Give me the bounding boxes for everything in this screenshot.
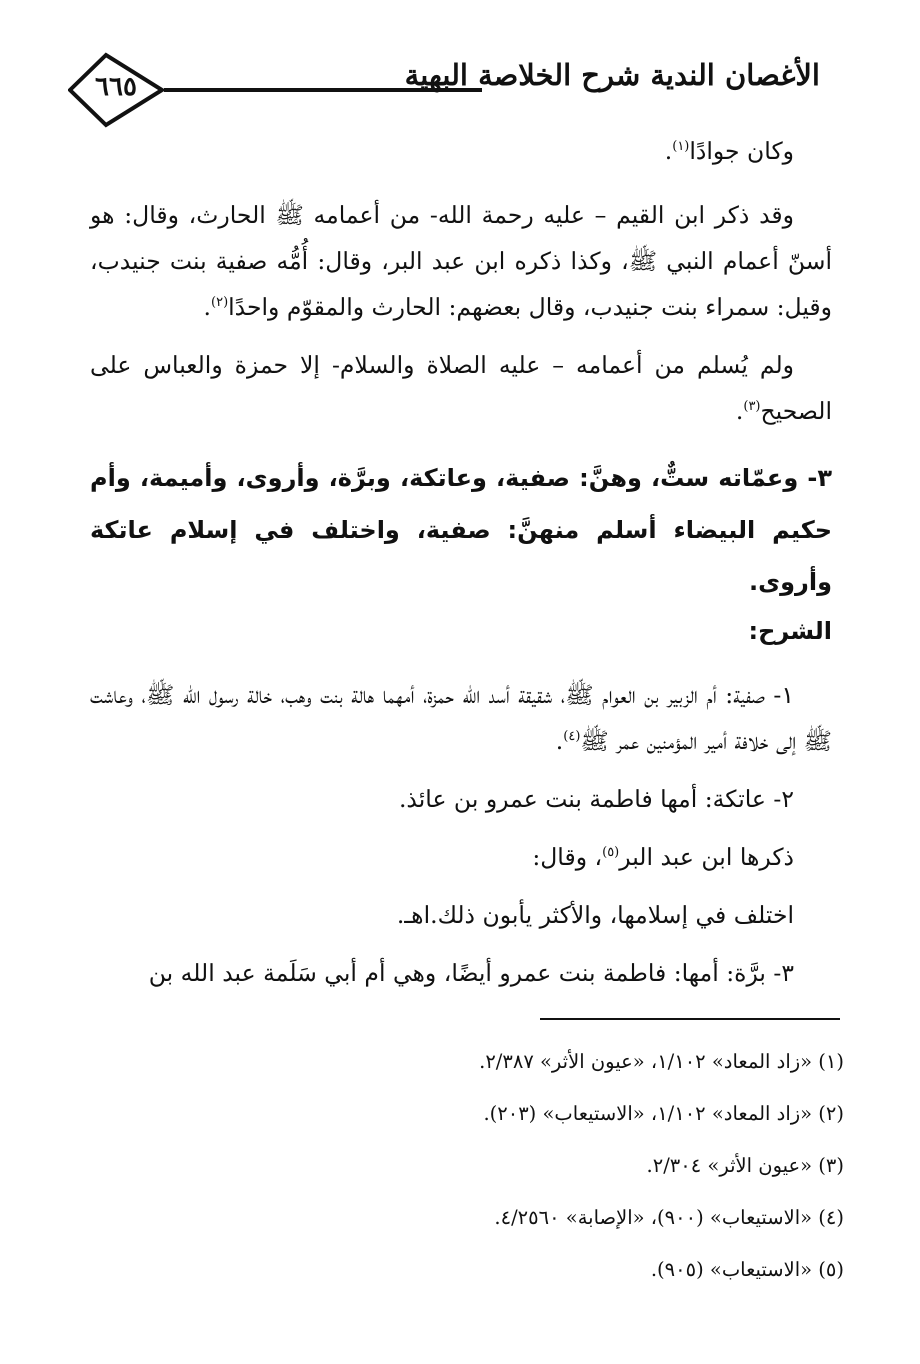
paragraph: وقد ذكر ابن القيم – عليه رحمة الله- من أعمامه ﷺ الحارث، وقال: هو أسنّ أعمام النبي ﷺ، وكذا ذكره ابن عبد البر، وقال: أُمُّه صفية بنت جنيدب، وقيل: سمراء بنت جنيدب، وقال بعضهم: الحارث والمقوّم واحدًا$^{(٢)}$. bbox=[90, 201, 832, 321]
main-text bbox=[90, 128, 832, 996]
sharh-heading: الشرح: bbox=[748, 617, 832, 645]
footnote-ref: (٥) bbox=[602, 845, 620, 861]
matn-text: ٣- وعمّاته ستٌّ، وهنَّ: صفية، وعاتكة، وبرَّة، وأروى، وأميمة، وأم حكيم البيضاء أسلم منهنَّ: صفية، واختلف في إسلام عاتكة وأروى. bbox=[90, 464, 832, 596]
footnote-ref: (٣) bbox=[743, 399, 761, 415]
page-header bbox=[68, 52, 820, 132]
list-item: ٢- عاتكة: أمها فاطمة بنت عمرو بن عائذ. bbox=[398, 785, 794, 813]
paragraph: ذكرها ابن عبد البر$^{(٥)}$، وقال: bbox=[532, 843, 794, 871]
footnote-ref: (٤) bbox=[563, 729, 581, 745]
list-item: ١- صفية: أم الزبير بن العوام ﷺ، شقيقة أسد الله حمزة، أمهما هالة بنت وهب، خالة رسول الله ﷺ، وعاشت ﷺ إلى خلافة أمير المؤمنين عمر ﷺ$^{(٤)}$. bbox=[90, 681, 832, 755]
page-number: ٦٦٥ bbox=[95, 72, 137, 102]
footnote: (١) «زاد المعاد» ١/١٠٢، «عيون الأثر» ٢/٣٨٧. bbox=[479, 1050, 844, 1073]
footnote-ref: (٢) bbox=[211, 295, 229, 311]
footnotes bbox=[100, 1036, 844, 1296]
page-number-frame bbox=[68, 52, 164, 128]
footnote: (٢) «زاد المعاد» ١/١٠٢، «الاستيعاب» (٢٠٣). bbox=[483, 1102, 844, 1125]
paragraph: ولم يُسلم من أعمامه – عليه الصلاة والسلام- إلا حمزة والعباس على الصحيح$^{(٣)}$. bbox=[90, 351, 832, 425]
quote: اختلف في إسلامها، والأكثر يأبون ذلك.اهـ. bbox=[396, 901, 794, 929]
footnote-rule bbox=[540, 1018, 840, 1020]
book-title: الأغصان الندية شرح الخلاصة البهية bbox=[404, 58, 820, 92]
footnote: (٤) «الاستيعاب» (٩٠٠)، «الإصابة» ٤/٢٥٦٠. bbox=[494, 1206, 844, 1229]
paragraph: وكان جوادًا$^{(١)}$. bbox=[664, 137, 794, 165]
list-item: ٣- برَّة: أمها: فاطمة بنت عمرو أيضًا، وهي أم أبي سَلَمة عبد الله بن bbox=[148, 959, 794, 987]
footnote: (٥) «الاستيعاب» (٩٠٥). bbox=[650, 1258, 844, 1281]
footnote-ref: (١) bbox=[672, 139, 690, 155]
footnote: (٣) «عيون الأثر» ٢/٣٠٤. bbox=[646, 1154, 844, 1177]
